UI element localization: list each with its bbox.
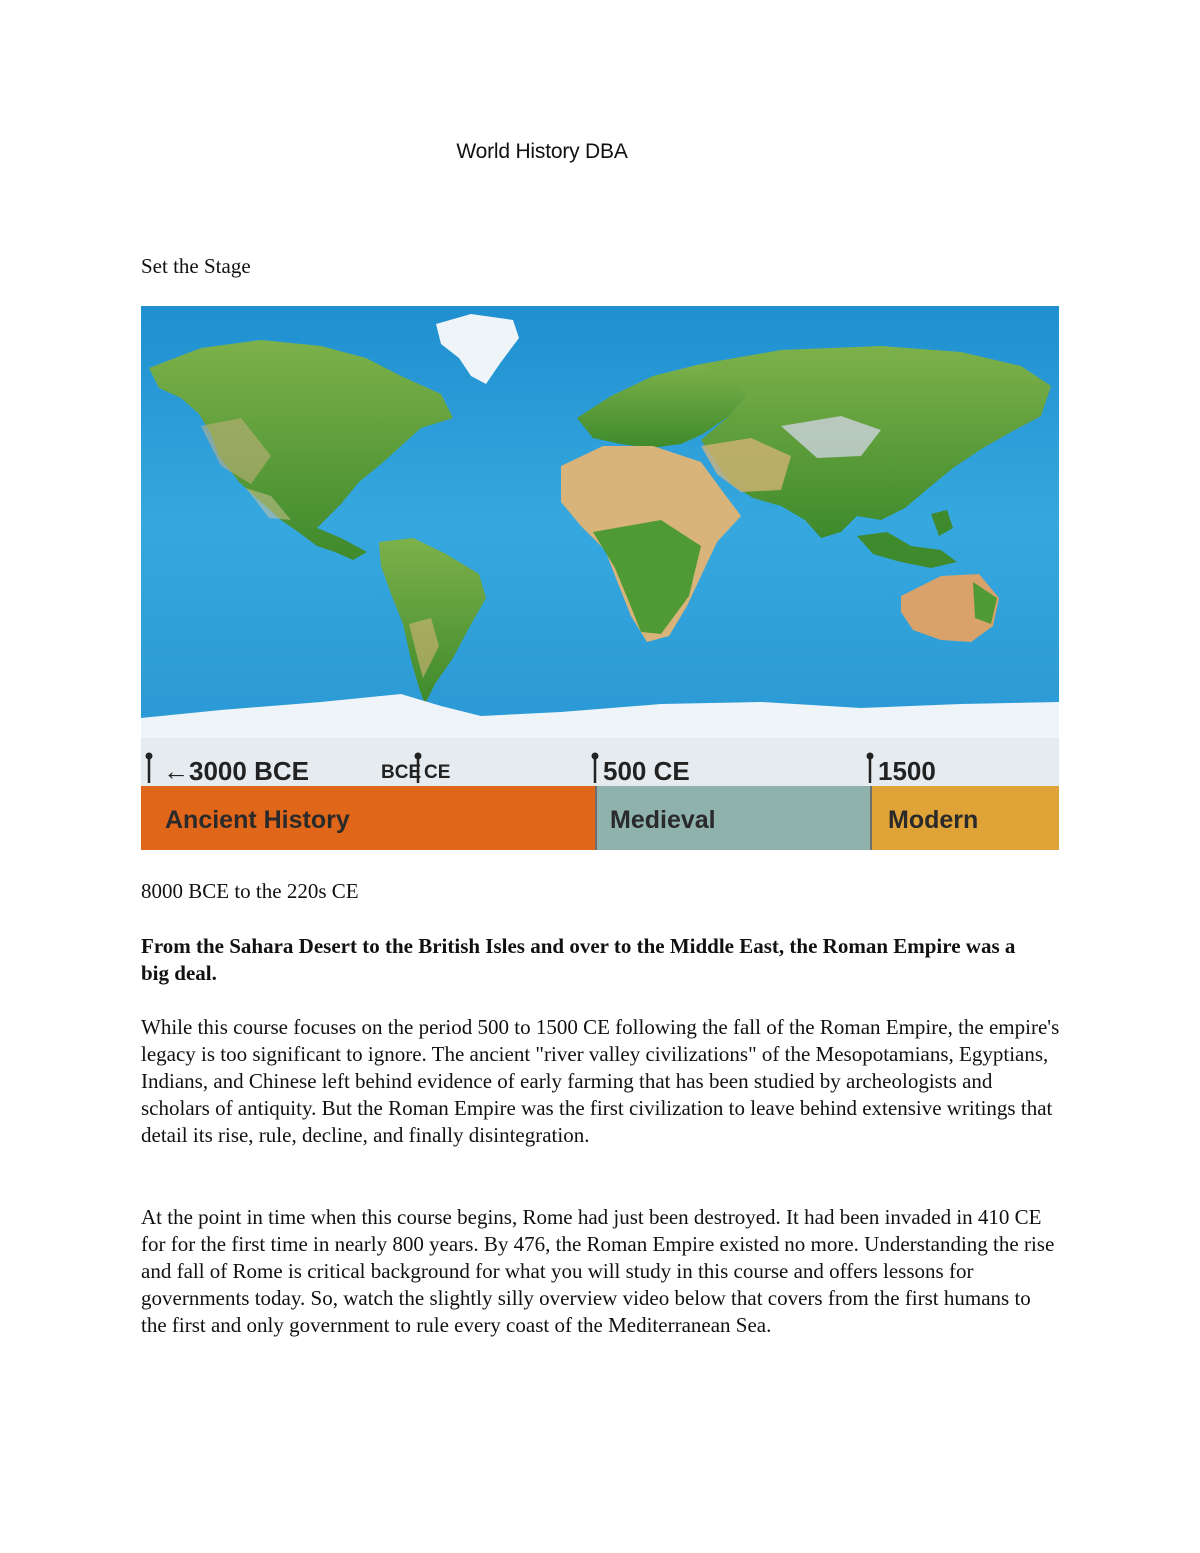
- date-range: 8000 BCE to the 220s CE: [141, 879, 359, 903]
- era-label-ancient: Ancient History: [165, 806, 350, 834]
- lead-paragraph: From the Sahara Desert to the British Isles and over to the Middle East, the Roman Empire was a big deal.: [141, 934, 1016, 985]
- body-paragraph-2: At the point in time when this course begins, Rome had just been destroyed. It had been invaded in 410 CE for for the first time in nearly 800 years. By 476, the Roman Empire existed no more. Understanding the rise and fall of Rome is critical background for what you will study in this course and offers lessons for governments today. So, watch the slightly silly overview video below that covers from the first humans to the first and only government to rule every coast of the Mediterranean Sea.: [141, 1205, 1055, 1337]
- timeline-label-ce: CE: [424, 762, 451, 783]
- body-paragraph-1: While this course focuses on the period 500 to 1500 CE following the fall of the Roman Empire, the empire's legacy is too significant to ignore. The ancient "river valley civilizations" of the Mesopotamians, Egyptians, Indians, and Chinese left behind evidence of early farming that has been studied by archeologists and scholars of antiquity. But the Roman Empire was the first civilization to leave behind extensive writings that detail its rise, rule, decline, and finally disintegration.: [141, 1015, 1060, 1147]
- timeline-label-bce: BCE: [381, 762, 422, 783]
- world-map-timeline-figure: [141, 306, 1059, 850]
- timeline-label-500ce: 500 CE: [603, 756, 690, 786]
- section-heading: Set the Stage: [141, 254, 251, 278]
- timeline-label-1500: 1500: [878, 756, 936, 786]
- timeline-label-3000bce: ←3000 BCE: [163, 756, 309, 786]
- era-label-medieval: Medieval: [610, 806, 716, 834]
- document-title: World History DBA: [456, 140, 628, 163]
- timeline-marker-3000bce: [146, 753, 309, 787]
- timeline-marker-500ce: [592, 753, 690, 787]
- era-label-modern: Modern: [888, 806, 979, 834]
